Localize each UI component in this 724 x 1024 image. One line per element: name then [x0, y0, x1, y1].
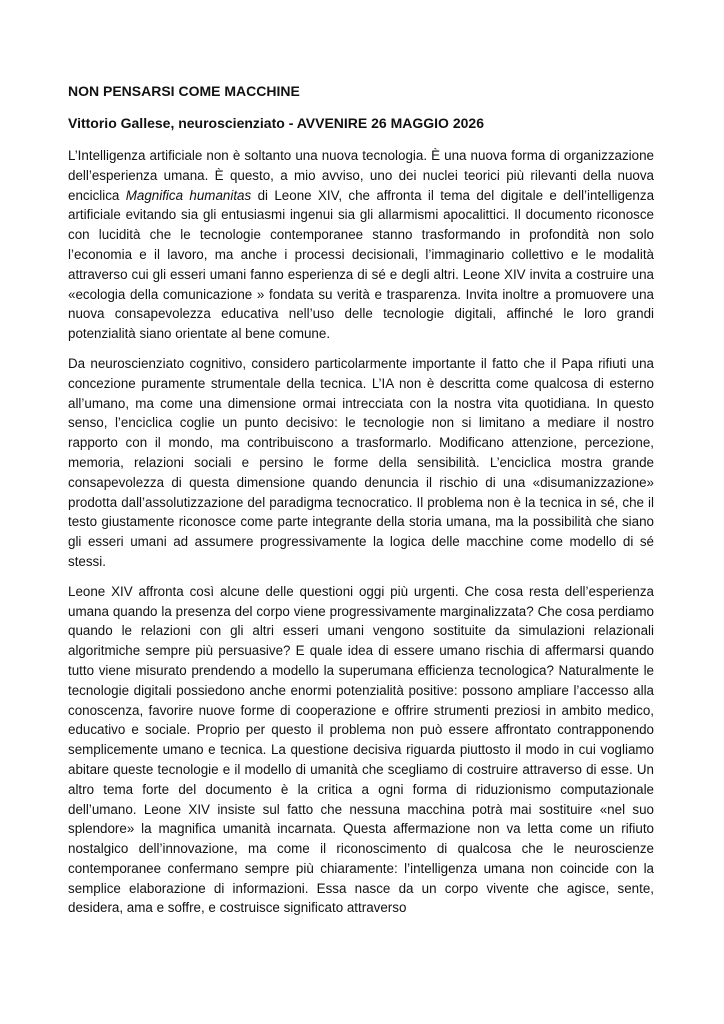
document-page	[68, 82, 654, 928]
article-byline: Vittorio Gallese, neuroscienziato - AVVENIRE 26 MAGGIO 2026	[68, 115, 484, 131]
encyclical-title: Magnifica humanitas	[125, 187, 252, 203]
paragraph-1-text-start: L’Intelligenza artificiale non è soltanto una nuova tecnologia. È una nuova forma di organizzazione dell’esperienza umana. È questo, a mio avviso, uno dei nuclei teorici più rilevanti della nuova enciclica	[68, 148, 654, 203]
paragraph-2: Da neuroscienziato cognitivo, considero particolarmente importante il fatto che il Papa rifiuti una concezione puramente strumentale della tecnica. L’IA non è descritta come qualcosa di esterno all’umano, ma come una dimensione ormai intrecciata con la nostra vita quotidiana. In questo senso, l’enciclica coglie un punto decisivo: le tecnologie non si limitano a mediare il nostro rapporto con il mondo, ma contribuiscono a trasformarlo. Modificano attenzione, percezione, memoria, relazioni sociali e persino le forme della sensibilità. L’enciclica mostra grande consapevolezza di questa dimensione quando denuncia il rischio di una «disumanizzazione» prodotta dall’assolutizzazione del paradigma tecnocratico. Il problema non è la tecnica in sé, che il testo giustamente riconosce come parte integrante della storia umana, ma la possibilità che siano gli esseri umani ad assumere progressivamente la logica delle macchine come modello di sé stessi.	[68, 355, 654, 569]
paragraph-3: Leone XIV affronta così alcune delle questioni oggi più urgenti. Che cosa resta dell’esperienza umana quando la presenza del corpo viene progressivamente marginalizzata? Che cosa perdiamo quando le relazioni con gli altri esseri umani vengono sostituite da simulazioni relazionali algoritmiche sempre più persuasive? E quale idea di essere umano rischia di affermarsi quando tutto viene misurato prendendo a modello la superumana efficienza tecnologica? Naturalmente le tecnologie digitali possiedono anche enormi potenzialità positive: possono ampliare l’accesso alla conoscenza, favorire nuove forme di cooperazione e offrire strumenti preziosi in ambito medico, educativo e sociale. Proprio per questo il problema non può essere affrontato contrapponendo semplicemente umano e tecnica. La questione decisiva riguarda piuttosto il modo in cui vogliamo abitare queste tecnologie e il modello di umanità che scegliamo di costruire attraverso di esse. Un altro tema forte del documento è la critica a ogni forma di riduzionismo computazionale dell’umano. Leone XIV insiste sul fatto che nessuna macchina potrà mai sostituire «nel suo splendore» la magnifica umanità incarnata. Questa affermazione non va letta come un rifiuto nostalgico dell’innovazione, ma come il riconoscimento di qualcosa che le neuroscienze contemporanee confermano sempre più chiaramente: l’intelligenza umana non coincide con la semplice elaborazione di informazioni. Essa nasce da un corpo vivente che agisce, sente, desidera, ama e soffre, e costruisce significato attraverso	[68, 583, 654, 916]
paragraph-1-text-end: di Leone XIV, che affronta il tema del digitale e dell’intelligenza artificiale evitando sia gli entusiasmi ingenui sia gli allarmismi apocalittici. Il documento riconosce con lucidità che le tecnologie contemporanee stanno trasformando in profondità non solo l’economia e il lavoro, ma anche i processi decisionali, l’immaginario collettivo e le modalità attraverso cui gli esseri umani fanno esperienza di sé e degli altri. Leone XIV invita a costruire una «ecologia della comunicazione » fondata su verità e trasparenza. Invita inoltre a promuovere una nuova consapevolezza educativa nell’uso delle tecnologie digitali, affinché le loro grandi potenzialità siano orientate al bene comune.	[68, 187, 655, 342]
paragraph-1	[68, 146, 654, 344]
article-title: NON PENSARSI COME MACCHINE	[68, 83, 300, 99]
